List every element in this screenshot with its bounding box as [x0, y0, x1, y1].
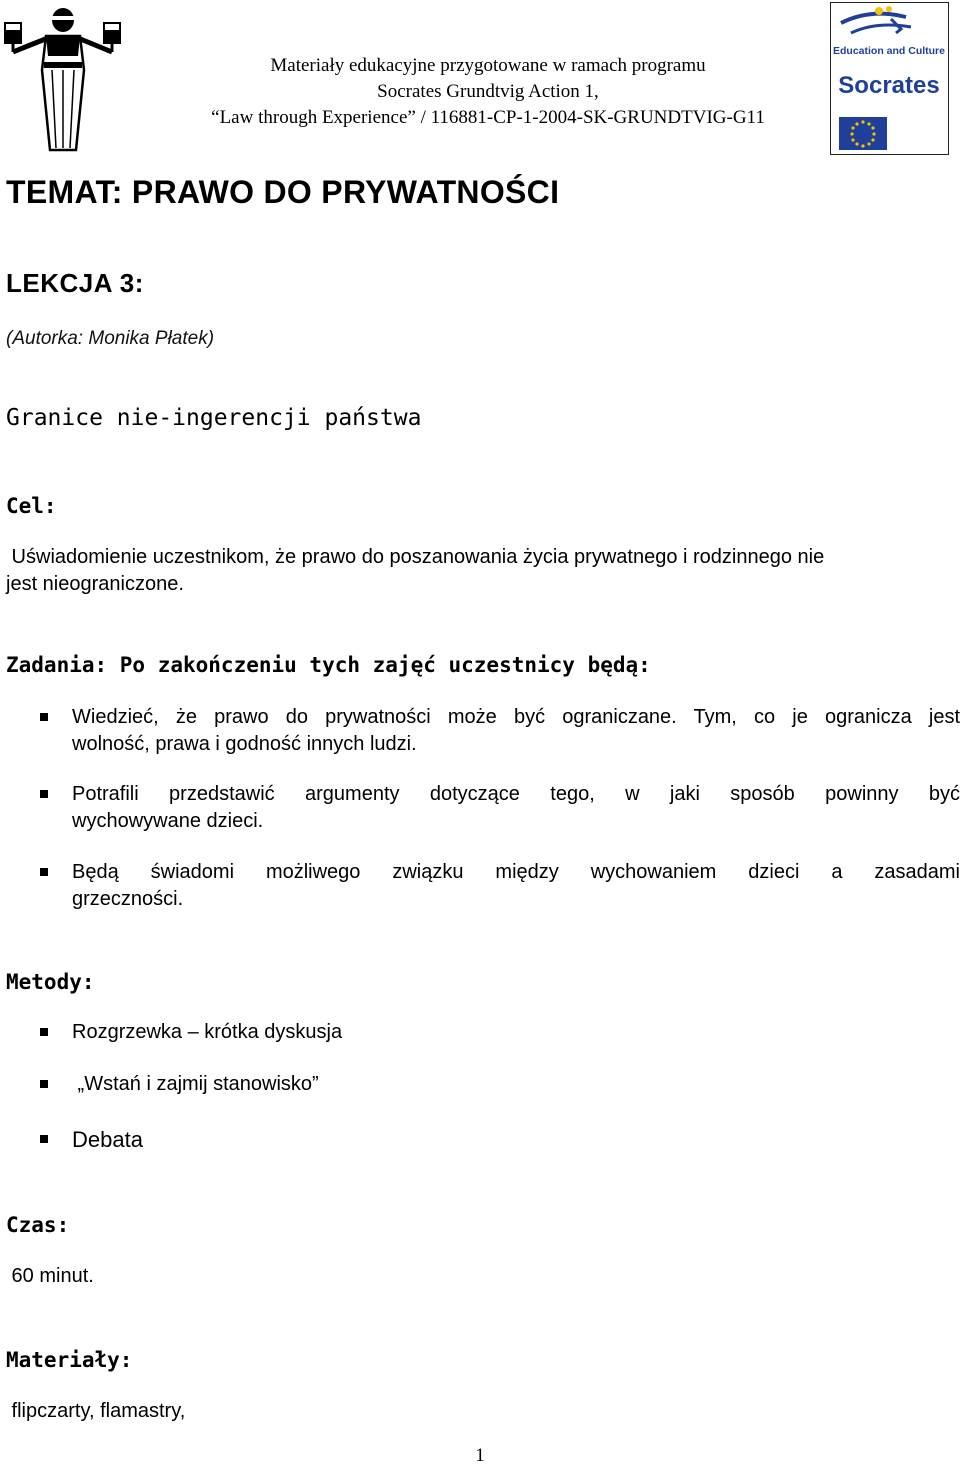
task-item-1-line-2: wolność, prawa i godność innych ludzi. — [72, 733, 417, 755]
logo-text-education: Education and Culture — [832, 45, 946, 57]
time-label: Czas: — [6, 1213, 70, 1237]
goal-text-line-1: Uświadomienie uczestnikom, że prawo do poszanowania życia prywatnego i rodzinnego nie — [6, 546, 825, 568]
task-item-2-line-2: wychowywane dzieci. — [72, 810, 264, 832]
bullet-square-icon — [40, 868, 48, 876]
header-line-3: “Law through Experience” / 116881-CP-1-2004-SK-GRUNDTVIG-G11 — [211, 107, 765, 128]
justice-figure-logo — [0, 0, 125, 152]
task-item-2 — [72, 781, 960, 835]
page-number: 1 — [475, 1445, 485, 1466]
method-item-2: „Wstań i zajmij stanowisko” — [72, 1073, 319, 1095]
logo-text-socrates: Socrates — [838, 72, 940, 99]
tasks-label: Zadania: Po zakończeniu tych zajęć uczestnicy będą: — [6, 653, 651, 677]
task-item-3-line-1: Będą świadomi możliwego związku między wychowaniem dzieci a zasadami — [72, 861, 960, 883]
goal-label: Cel: — [6, 494, 57, 518]
header-line-2: Socrates Grundtvig Action 1, — [377, 81, 599, 102]
page-title: TEMAT: PRAWO DO PRYWATNOŚCI — [6, 174, 560, 210]
bullet-square-icon — [40, 1028, 48, 1036]
socrates-emblem-icon — [831, 3, 948, 154]
author-line: (Autorka: Monika Płatek) — [6, 328, 215, 349]
method-item-1: Rozgrzewka – krótka dyskusja — [72, 1021, 343, 1043]
task-item-1 — [72, 704, 960, 758]
justice-figure-icon — [0, 0, 125, 152]
goal-text-line-2: jest nieograniczone. — [6, 573, 184, 595]
materials-label: Materiały: — [6, 1348, 133, 1372]
time-value: 60 minut. — [6, 1265, 94, 1287]
bullet-square-icon — [40, 790, 48, 798]
materials-value: flipczarty, flamastry, — [6, 1400, 186, 1422]
header-line-1: Materiały edukacyjne przygotowane w ramach programu — [270, 55, 706, 76]
bullet-square-icon — [40, 1135, 48, 1143]
lesson-subtitle: Granice nie-ingerencji państwa — [6, 405, 422, 431]
task-item-1-line-1: Wiedzieć, że prawo do prywatności może być ograniczane. Tym, co je ogranicza jest — [72, 706, 960, 728]
lesson-heading: LEKCJA 3: — [6, 268, 144, 298]
methods-label: Metody: — [6, 970, 95, 994]
task-item-3 — [72, 859, 960, 913]
bullet-square-icon — [40, 713, 48, 721]
task-item-2-line-1: Potrafili przedstawić argumenty dotyczące tego, w jaki sposób powinny być — [72, 783, 960, 805]
socrates-logo — [830, 2, 949, 155]
method-item-3: Debata — [72, 1127, 143, 1152]
bullet-square-icon — [40, 1080, 48, 1088]
task-item-3-line-2: grzeczności. — [72, 888, 184, 910]
